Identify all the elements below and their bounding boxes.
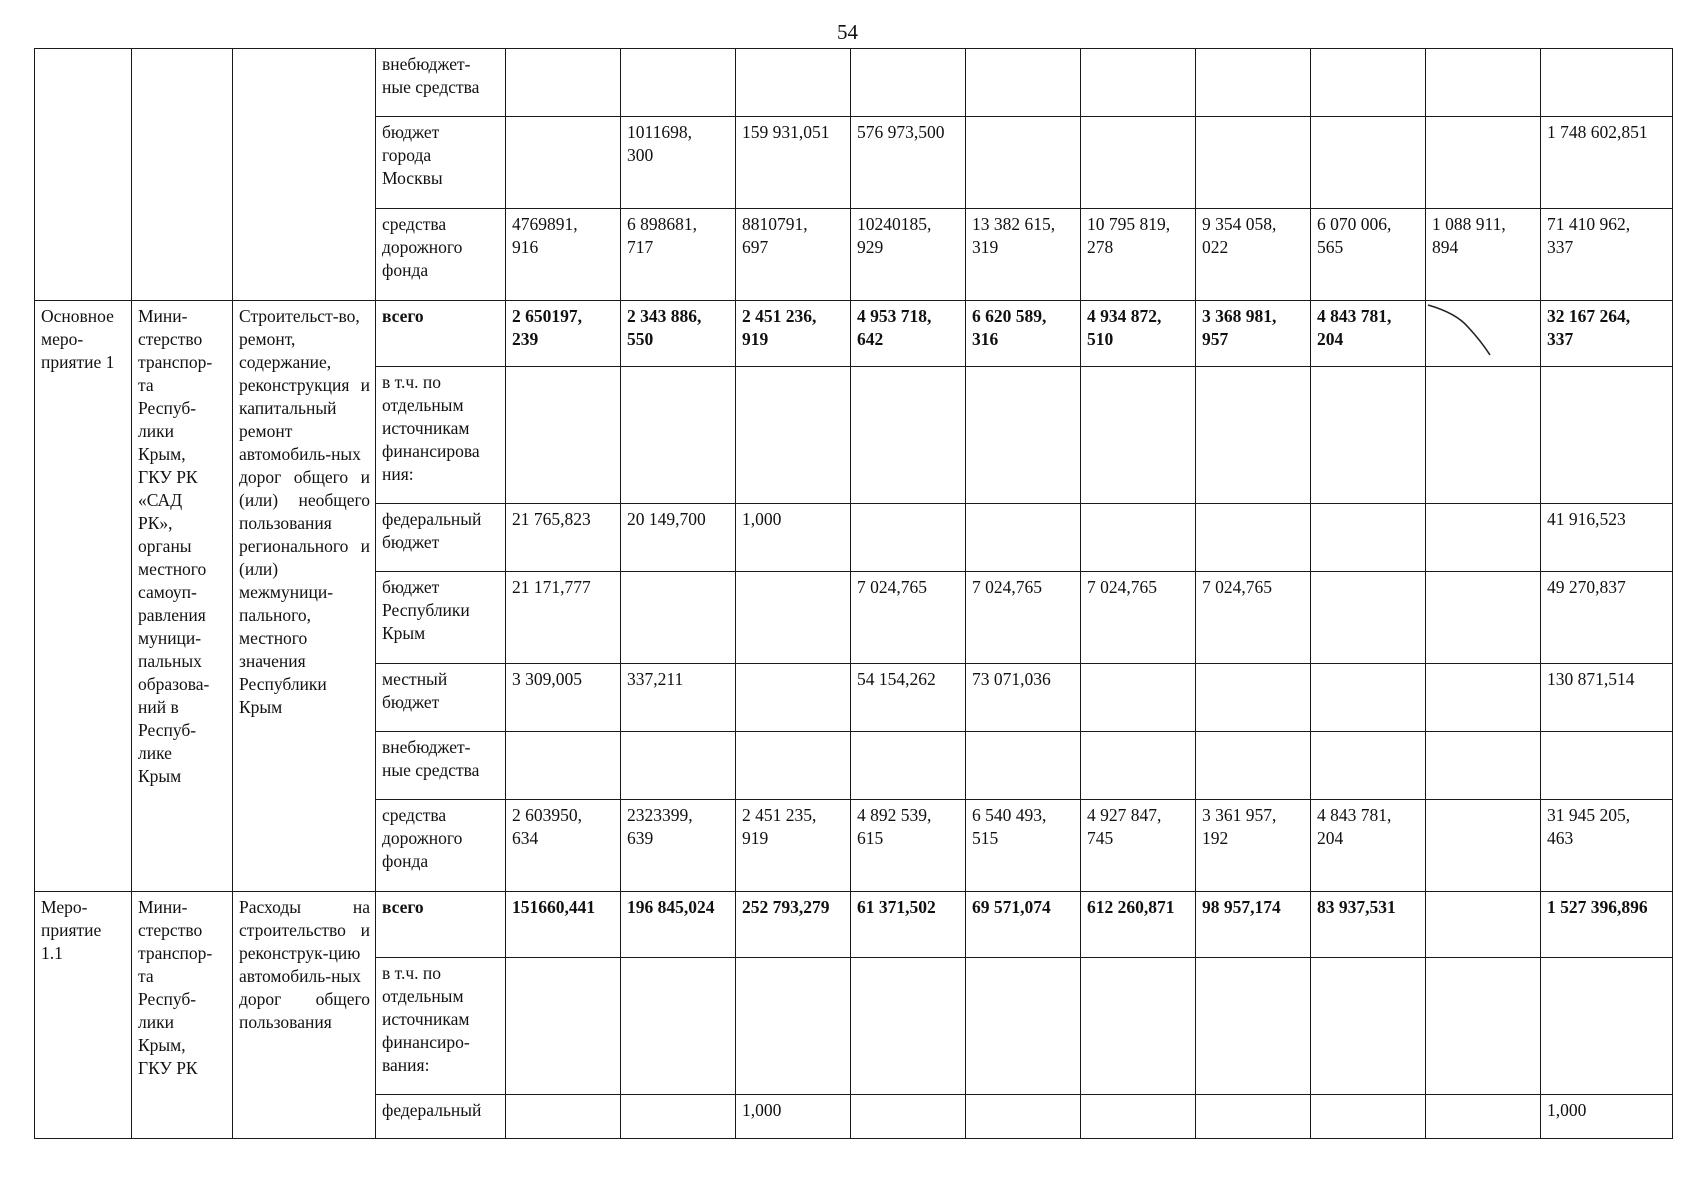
- year-value-cell: 7 024,765: [1081, 572, 1196, 664]
- year-value-cell: 6 540 493, 515: [966, 800, 1081, 892]
- year-value-cell: [1311, 958, 1426, 1095]
- table-row: [35, 49, 1673, 117]
- year-value-cell: [506, 49, 621, 117]
- year-value-cell: [736, 958, 851, 1095]
- year-value-cell: [1196, 504, 1311, 572]
- year-value-cell: [1426, 504, 1541, 572]
- measure-cell: Основное меро- приятие 1: [35, 301, 132, 892]
- year-value-cell: [966, 367, 1081, 504]
- funding-source-cell: внебюджет- ные средства: [376, 732, 506, 800]
- year-value-cell: 1 088 911, 894: [1426, 209, 1541, 301]
- year-value-cell: [1196, 1095, 1311, 1139]
- year-value-cell: 2 650197, 239: [506, 301, 621, 367]
- year-value-cell: 4 843 781, 204: [1311, 301, 1426, 367]
- year-value-cell: [1426, 572, 1541, 664]
- year-value-cell: [1081, 504, 1196, 572]
- year-value-cell: 2 603950, 634: [506, 800, 621, 892]
- year-value-cell: 10240185, 929: [851, 209, 966, 301]
- year-value-cell: 196 845,024: [621, 892, 736, 958]
- year-value-cell: [1426, 664, 1541, 732]
- year-value-cell: [1426, 732, 1541, 800]
- year-value-cell: [621, 958, 736, 1095]
- year-value-cell: 83 937,531: [1311, 892, 1426, 958]
- year-value-cell: [1311, 49, 1426, 117]
- year-value-cell: [851, 504, 966, 572]
- year-value-cell: [1081, 367, 1196, 504]
- year-value-cell: [736, 572, 851, 664]
- table-row: [35, 892, 1673, 958]
- year-value-cell: 3 368 981, 957: [1196, 301, 1311, 367]
- year-value-cell: 2 451 236, 919: [736, 301, 851, 367]
- year-value-cell: [1311, 572, 1426, 664]
- year-value-cell: [621, 1095, 736, 1139]
- year-value-cell: 612 260,871: [1081, 892, 1196, 958]
- funding-source-cell: внебюджет- ные средства: [376, 49, 506, 117]
- year-value-cell: 4 843 781, 204: [1311, 800, 1426, 892]
- year-value-cell: 252 793,279: [736, 892, 851, 958]
- year-value-cell: [851, 958, 966, 1095]
- year-value-cell: [966, 958, 1081, 1095]
- year-value-cell: [506, 367, 621, 504]
- year-value-cell: [736, 732, 851, 800]
- year-value-cell: [1081, 732, 1196, 800]
- total-value-cell: 71 410 962, 337: [1541, 209, 1673, 301]
- year-value-cell: [506, 1095, 621, 1139]
- year-value-cell: 4 953 718, 642: [851, 301, 966, 367]
- year-value-cell: 6 620 589, 316: [966, 301, 1081, 367]
- funding-source-cell: средства дорожного фонда: [376, 800, 506, 892]
- year-value-cell: 7 024,765: [851, 572, 966, 664]
- year-value-cell: 8810791, 697: [736, 209, 851, 301]
- year-value-cell: 1011698, 300: [621, 117, 736, 209]
- year-value-cell: [1426, 49, 1541, 117]
- year-value-cell: 20 149,700: [621, 504, 736, 572]
- total-value-cell: 31 945 205, 463: [1541, 800, 1673, 892]
- year-value-cell: 1,000: [736, 504, 851, 572]
- page-number: 54: [837, 20, 858, 44]
- year-value-cell: 4 927 847, 745: [1081, 800, 1196, 892]
- year-value-cell: [851, 49, 966, 117]
- year-value-cell: 6 898681, 717: [621, 209, 736, 301]
- table-body: [35, 49, 1673, 1139]
- executor-cell: Мини- стерство транспор- та Респуб- лики Крым, ГКУ РК «САД РК», органы местного самоуп- равления муници- пальных образова- ний в Респуб- лике Крым: [132, 301, 233, 892]
- year-value-cell: [1426, 958, 1541, 1095]
- year-value-cell: 2 451 235, 919: [736, 800, 851, 892]
- funding-source-cell: местный бюджет: [376, 664, 506, 732]
- year-value-cell: 9 354 058, 022: [1196, 209, 1311, 301]
- year-value-cell: [1196, 49, 1311, 117]
- total-value-cell: [1541, 49, 1673, 117]
- year-value-cell: [966, 732, 1081, 800]
- year-value-cell: [1311, 1095, 1426, 1139]
- year-value-cell: 576 973,500: [851, 117, 966, 209]
- table-row: [35, 301, 1673, 367]
- year-value-cell: [1426, 367, 1541, 504]
- year-value-cell: 7 024,765: [1196, 572, 1311, 664]
- year-value-cell: [1081, 664, 1196, 732]
- year-value-cell: [1081, 117, 1196, 209]
- year-value-cell: [621, 367, 736, 504]
- year-value-cell: 2 343 886, 550: [621, 301, 736, 367]
- description-cell: [233, 49, 376, 301]
- year-value-cell: [1426, 117, 1541, 209]
- funding-source-cell: средства дорожного фонда: [376, 209, 506, 301]
- funding-source-cell: федеральный: [376, 1095, 506, 1139]
- executor-cell: Мини- стерство транспор- та Респуб- лики Крым, ГКУ РК: [132, 892, 233, 1139]
- year-value-cell: [736, 49, 851, 117]
- year-value-cell: [1081, 49, 1196, 117]
- year-value-cell: [1311, 117, 1426, 209]
- year-value-cell: [966, 49, 1081, 117]
- total-value-cell: [1541, 958, 1673, 1095]
- total-value-cell: [1541, 367, 1673, 504]
- year-value-cell: [1311, 367, 1426, 504]
- year-value-cell: 159 931,051: [736, 117, 851, 209]
- year-value-cell: 69 571,074: [966, 892, 1081, 958]
- year-value-cell: 13 382 615, 319: [966, 209, 1081, 301]
- year-value-cell: [621, 49, 736, 117]
- budget-table: [34, 48, 1673, 1139]
- year-value-cell: [966, 504, 1081, 572]
- year-value-cell: 337,211: [621, 664, 736, 732]
- year-value-cell: [1426, 892, 1541, 958]
- year-value-cell: [1196, 367, 1311, 504]
- year-value-cell: [1196, 958, 1311, 1095]
- funding-source-cell: в т.ч. по отдельным источникам финансиро- вания:: [376, 958, 506, 1095]
- year-value-cell: 73 071,036: [966, 664, 1081, 732]
- description-cell: Строительст-во, ремонт, содержание, реконструкция и капитальный ремонт автомобиль-ных дорог общего и (или) необщего пользования регионального и (или) межмуници-пального, местного значения Республики Крым: [233, 301, 376, 892]
- total-value-cell: 32 167 264, 337: [1541, 301, 1673, 367]
- funding-source-cell: всего: [376, 892, 506, 958]
- year-value-cell: [966, 1095, 1081, 1139]
- year-value-cell: [506, 117, 621, 209]
- year-value-cell: 7 024,765: [966, 572, 1081, 664]
- year-value-cell: [506, 732, 621, 800]
- year-value-cell: 21 765,823: [506, 504, 621, 572]
- measure-cell: Меро- приятие 1.1: [35, 892, 132, 1139]
- funding-source-cell: федеральный бюджет: [376, 504, 506, 572]
- year-value-cell: [736, 664, 851, 732]
- total-value-cell: 49 270,837: [1541, 572, 1673, 664]
- funding-source-cell: бюджет Республики Крым: [376, 572, 506, 664]
- year-value-cell: [621, 572, 736, 664]
- funding-source-cell: в т.ч. по отдельным источникам финансирова ния:: [376, 367, 506, 504]
- handwritten-dash-stroke: [1426, 301, 1541, 367]
- year-value-cell: 98 957,174: [1196, 892, 1311, 958]
- year-value-cell: [1311, 504, 1426, 572]
- year-value-cell: [1426, 800, 1541, 892]
- year-value-cell: [851, 732, 966, 800]
- year-value-cell: [736, 367, 851, 504]
- year-value-cell: 151660,441: [506, 892, 621, 958]
- year-value-cell: 4 934 872, 510: [1081, 301, 1196, 367]
- measure-cell: [35, 49, 132, 301]
- total-value-cell: 1 527 396,896: [1541, 892, 1673, 958]
- year-value-cell: 2323399, 639: [621, 800, 736, 892]
- year-value-cell: [1196, 664, 1311, 732]
- year-value-cell: [1311, 664, 1426, 732]
- year-value-cell: [1311, 732, 1426, 800]
- year-value-cell: [851, 1095, 966, 1139]
- year-value-cell: 61 371,502: [851, 892, 966, 958]
- year-value-cell: [1426, 1095, 1541, 1139]
- year-value-cell: 6 070 006, 565: [1311, 209, 1426, 301]
- funding-source-cell: всего: [376, 301, 506, 367]
- year-value-cell: [1196, 117, 1311, 209]
- total-value-cell: 130 871,514: [1541, 664, 1673, 732]
- total-value-cell: 41 916,523: [1541, 504, 1673, 572]
- year-value-cell: [1081, 1095, 1196, 1139]
- year-value-cell: [506, 958, 621, 1095]
- total-value-cell: [1541, 732, 1673, 800]
- year-value-cell: [966, 117, 1081, 209]
- year-value-cell: 4 892 539, 615: [851, 800, 966, 892]
- year-value-cell: 4769891, 916: [506, 209, 621, 301]
- total-value-cell: 1 748 602,851: [1541, 117, 1673, 209]
- description-cell: Расходы на строительство и реконструк-цию автомобиль-ных дорог общего пользования: [233, 892, 376, 1139]
- year-value-cell: 3 361 957, 192: [1196, 800, 1311, 892]
- executor-cell: [132, 49, 233, 301]
- year-value-cell: 21 171,777: [506, 572, 621, 664]
- year-value-cell: 1,000: [736, 1095, 851, 1139]
- year-value-cell: [1426, 301, 1541, 367]
- total-value-cell: 1,000: [1541, 1095, 1673, 1139]
- year-value-cell: 54 154,262: [851, 664, 966, 732]
- year-value-cell: [851, 367, 966, 504]
- year-value-cell: 3 309,005: [506, 664, 621, 732]
- year-value-cell: [1081, 958, 1196, 1095]
- funding-source-cell: бюджет города Москвы: [376, 117, 506, 209]
- year-value-cell: [1196, 732, 1311, 800]
- year-value-cell: 10 795 819, 278: [1081, 209, 1196, 301]
- year-value-cell: [621, 732, 736, 800]
